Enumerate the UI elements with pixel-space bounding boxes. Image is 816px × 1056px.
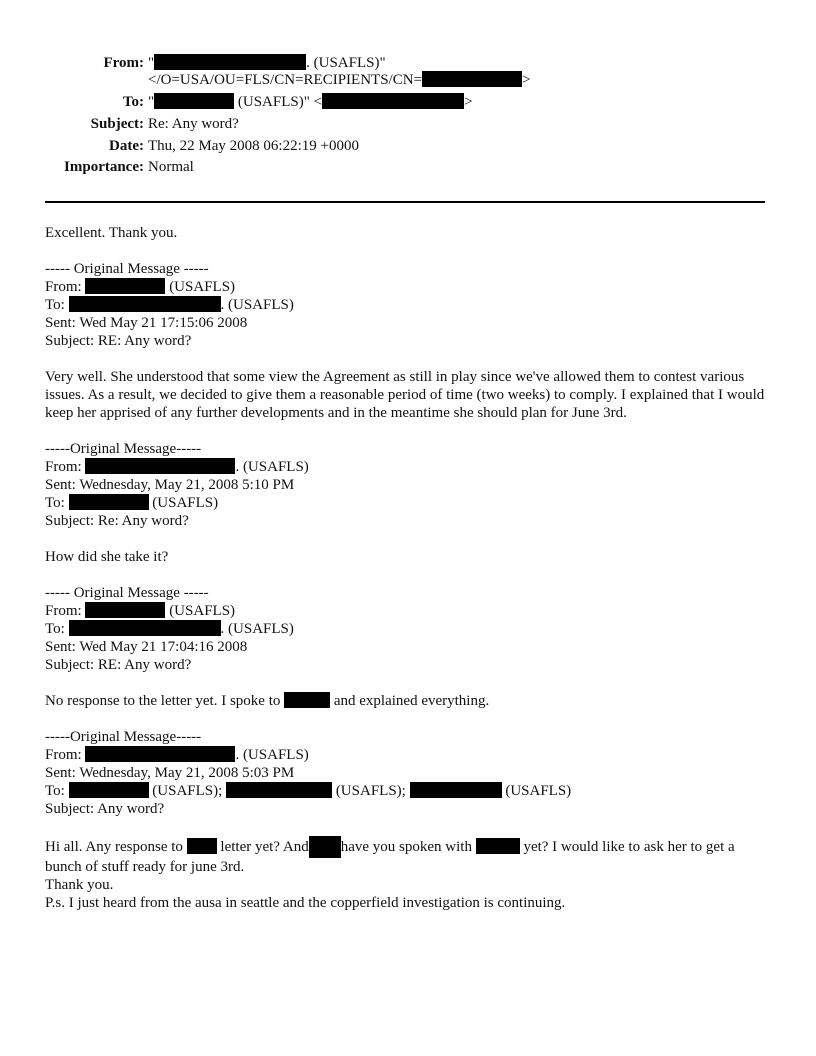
header-divider [45, 201, 765, 203]
m1-from: From: (USAFLS) [45, 279, 236, 295]
subject-row [0, 115, 816, 137]
from-address: </O=USA/OU=FLS/CN=RECIPIENTS/CN= > [148, 72, 531, 88]
from-label: From: [103, 55, 144, 71]
importance-label: Importance: [64, 159, 144, 175]
email-body [45, 224, 775, 912]
importance-row [0, 158, 816, 180]
redaction-block [69, 494, 149, 510]
m4-subject: Subject: Any word? [45, 801, 165, 817]
from-value: " . (USAFLS)" [148, 55, 386, 71]
redaction-block [85, 602, 165, 618]
redaction-block [69, 620, 221, 636]
redaction-block [69, 296, 221, 312]
redaction-block [226, 782, 332, 798]
m1-text: Very well. She understood that some view the Agreement as still in play since we've allowed them to contest various issues. As a result, we decided to give them a reasonable period of time (two weeks) to comply. I explained that I would keep her apprised of any further developments and in the meantime she should plan for June 3rd. [45, 369, 765, 421]
redaction-block [69, 782, 149, 798]
original-message-divider: ----- Original Message ----- [45, 585, 209, 601]
redaction-block [410, 782, 502, 798]
redaction-block [85, 458, 235, 474]
redaction-block [476, 838, 520, 854]
m2-from: From: . (USAFLS) [45, 459, 309, 475]
to-value: " (USAFLS)" < > [148, 94, 473, 110]
to-label: To: [122, 94, 144, 110]
date-value: Thu, 22 May 2008 06:22:19 +0000 [148, 137, 359, 154]
original-message-divider: -----Original Message----- [45, 441, 202, 457]
m3-to: To: . (USAFLS) [45, 621, 294, 637]
m4-thanks: Thank you. [45, 877, 114, 893]
redaction-block [284, 692, 330, 708]
m4-to: To: (USAFLS); (USAFLS); (USAFLS) [45, 783, 572, 799]
redaction-block [309, 836, 341, 858]
m3-subject: Subject: RE: Any word? [45, 657, 192, 673]
m2-text: How did she take it? [45, 549, 169, 565]
date-label: Date: [109, 137, 144, 154]
m2-to: To: (USAFLS) [45, 495, 219, 511]
importance-value: Normal [148, 159, 194, 175]
redaction-block [154, 54, 306, 70]
m1-sent: Sent: Wed May 21 17:15:06 2008 [45, 315, 248, 331]
original-message-divider: ----- Original Message ----- [45, 261, 209, 277]
redaction-block [85, 746, 235, 762]
m4-from: From: . (USAFLS) [45, 747, 309, 763]
redaction-block [85, 278, 165, 294]
redaction-block [154, 93, 234, 109]
from-row [0, 54, 816, 88]
m3-sent: Sent: Wed May 21 17:04:16 2008 [45, 639, 248, 655]
redaction-block [187, 838, 217, 854]
m2-sent: Sent: Wednesday, May 21, 2008 5:10 PM [45, 477, 295, 493]
m4-ps: P.s. I just heard from the ausa in seattle and the copperfield investigation is continuing. [45, 895, 566, 911]
m1-to: To: . (USAFLS) [45, 297, 294, 313]
date-row [0, 137, 816, 159]
redaction-block [322, 93, 464, 109]
m2-subject: Subject: Re: Any word? [45, 513, 189, 529]
m4-sent: Sent: Wednesday, May 21, 2008 5:03 PM [45, 765, 295, 781]
reply-text: Excellent. Thank you. [45, 225, 178, 241]
m3-from: From: (USAFLS) [45, 603, 236, 619]
redaction-block [422, 71, 522, 87]
m3-text: No response to the letter yet. I spoke to and explained everything. [45, 693, 490, 709]
original-message-divider: -----Original Message----- [45, 729, 202, 745]
m1-subject: Subject: RE: Any word? [45, 333, 192, 349]
m4-text: Hi all. Any response to letter yet? And have you spoken with yet? I would like to ask her to get a bunch of stuff ready for june 3rd. [45, 836, 775, 876]
email-header [0, 54, 816, 180]
subject-label: Subject: [90, 116, 144, 132]
to-row [0, 93, 816, 115]
subject-value: Re: Any word? [148, 116, 239, 132]
